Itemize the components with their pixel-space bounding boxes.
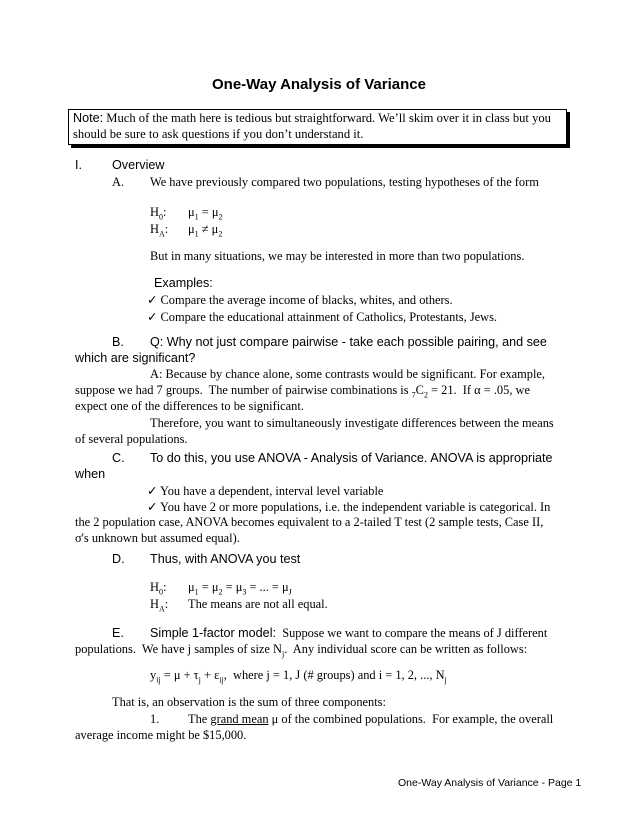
note-line-2: should be sure to ask questions if you don’t understand it. — [73, 127, 364, 141]
item-e-heading: Simple 1-factor model: — [150, 626, 276, 640]
d-ha-text: The means are not all equal. — [188, 597, 328, 611]
item-e-line-2: populations. We have j samples of size $N_j$. Any individual score can be written as follows: — [75, 642, 528, 659]
note-line-1 — [73, 111, 551, 126]
components-text: That is, an observation is the sum of three components: — [112, 695, 386, 709]
grand-mean-term: grand mean — [210, 712, 269, 726]
ha-label: $H_A$: — [150, 222, 169, 239]
more-populations-text: But in many situations, we may be interested in more than two populations. — [150, 249, 525, 263]
item-b-answer-3: expect one of the differences to be significant. — [75, 399, 304, 413]
page-title: One-Way Analysis of Variance — [212, 76, 426, 93]
component-1-number: 1. — [150, 712, 160, 726]
h0-expression: $\mu_1 = \mu_2$ — [188, 205, 223, 222]
section-numeral: I. — [75, 158, 82, 172]
item-a-letter: A. — [112, 175, 125, 189]
item-e-letter: E. — [112, 626, 124, 640]
example-1: ✓ Compare the average income of blacks, whites, and others. — [147, 293, 453, 307]
item-c-text-1: To do this, you use ANOVA - Analysis of Variance. ANOVA is appropriate — [150, 451, 553, 465]
component-1-text: The grand mean μ of the combined populations. For example, the overall — [188, 712, 554, 726]
item-b-question-2: which are significant? — [75, 351, 196, 365]
d-h0-label: $H_0$: — [150, 580, 167, 597]
model-equation: $y_{ij} = \mu + \tau_j + \varepsilon_{ij}$, where j = 1, J (# groups) and i = 1, 2, ..., $N_j$ — [150, 668, 447, 685]
note-text-1: Much of the math here is tedious but straightforward. We’ll skim over it in class but you — [103, 111, 551, 125]
d-h0-expression: $\mu_1 = \mu_2 = \mu_3$ = ... = $\mu_J$ — [188, 580, 292, 597]
page-footer: One-Way Analysis of Variance - Page 1 — [398, 777, 582, 789]
component-1-text-cont: average income might be $15,000. — [75, 728, 247, 742]
item-c-letter: C. — [112, 451, 125, 465]
item-c-check-2: ✓ You have 2 or more populations, i.e. the independent variable is categorical. In — [147, 500, 551, 514]
item-a-text: We have previously compared two populations, testing hypotheses of the form — [150, 175, 539, 189]
item-c-text-2: when — [75, 467, 106, 481]
section-heading: Overview — [112, 158, 165, 172]
h0-label: $H_0$: — [150, 205, 167, 222]
item-e-line-1: Simple 1-factor model: Suppose we want to compare the means of J different — [150, 626, 548, 640]
example-2: ✓ Compare the educational attainment of Catholics, Protestants, Jews. — [147, 310, 498, 324]
item-b-answer-4: Therefore, you want to simultaneously investigate differences between the means — [150, 416, 554, 430]
item-b-answer-1: A: Because by chance alone, some contrasts would be significant. For example, — [150, 367, 546, 381]
item-d-letter: D. — [112, 552, 125, 566]
item-b-letter: B. — [112, 335, 124, 349]
item-b-question-1: Q: Why not just compare pairwise - take each possible pairing, and see — [150, 335, 547, 349]
note-label: Note: — [73, 111, 104, 125]
item-b-answer-2: suppose we had 7 groups. The number of pairwise combinations is $_7C_2 = 21$. If α = .05, we — [75, 383, 530, 400]
item-c-check-2-cont: the 2 population case, ANOVA becomes equivalent to a 2-tailed T test (2 sample tests, Case II, — [75, 515, 544, 529]
item-c-check-1: ✓ You have a dependent, interval level variable — [147, 484, 384, 498]
d-ha-label: $H_A$: — [150, 597, 169, 614]
ha-expression: $\mu_1 \ne \mu_2$ — [188, 222, 223, 239]
item-d-text: Thus, with ANOVA you test — [150, 552, 301, 566]
item-c-check-2-cont-2: σ's unknown but assumed equal). — [75, 531, 240, 545]
item-b-answer-5: of several populations. — [75, 432, 188, 446]
examples-heading: Examples: — [154, 276, 213, 290]
